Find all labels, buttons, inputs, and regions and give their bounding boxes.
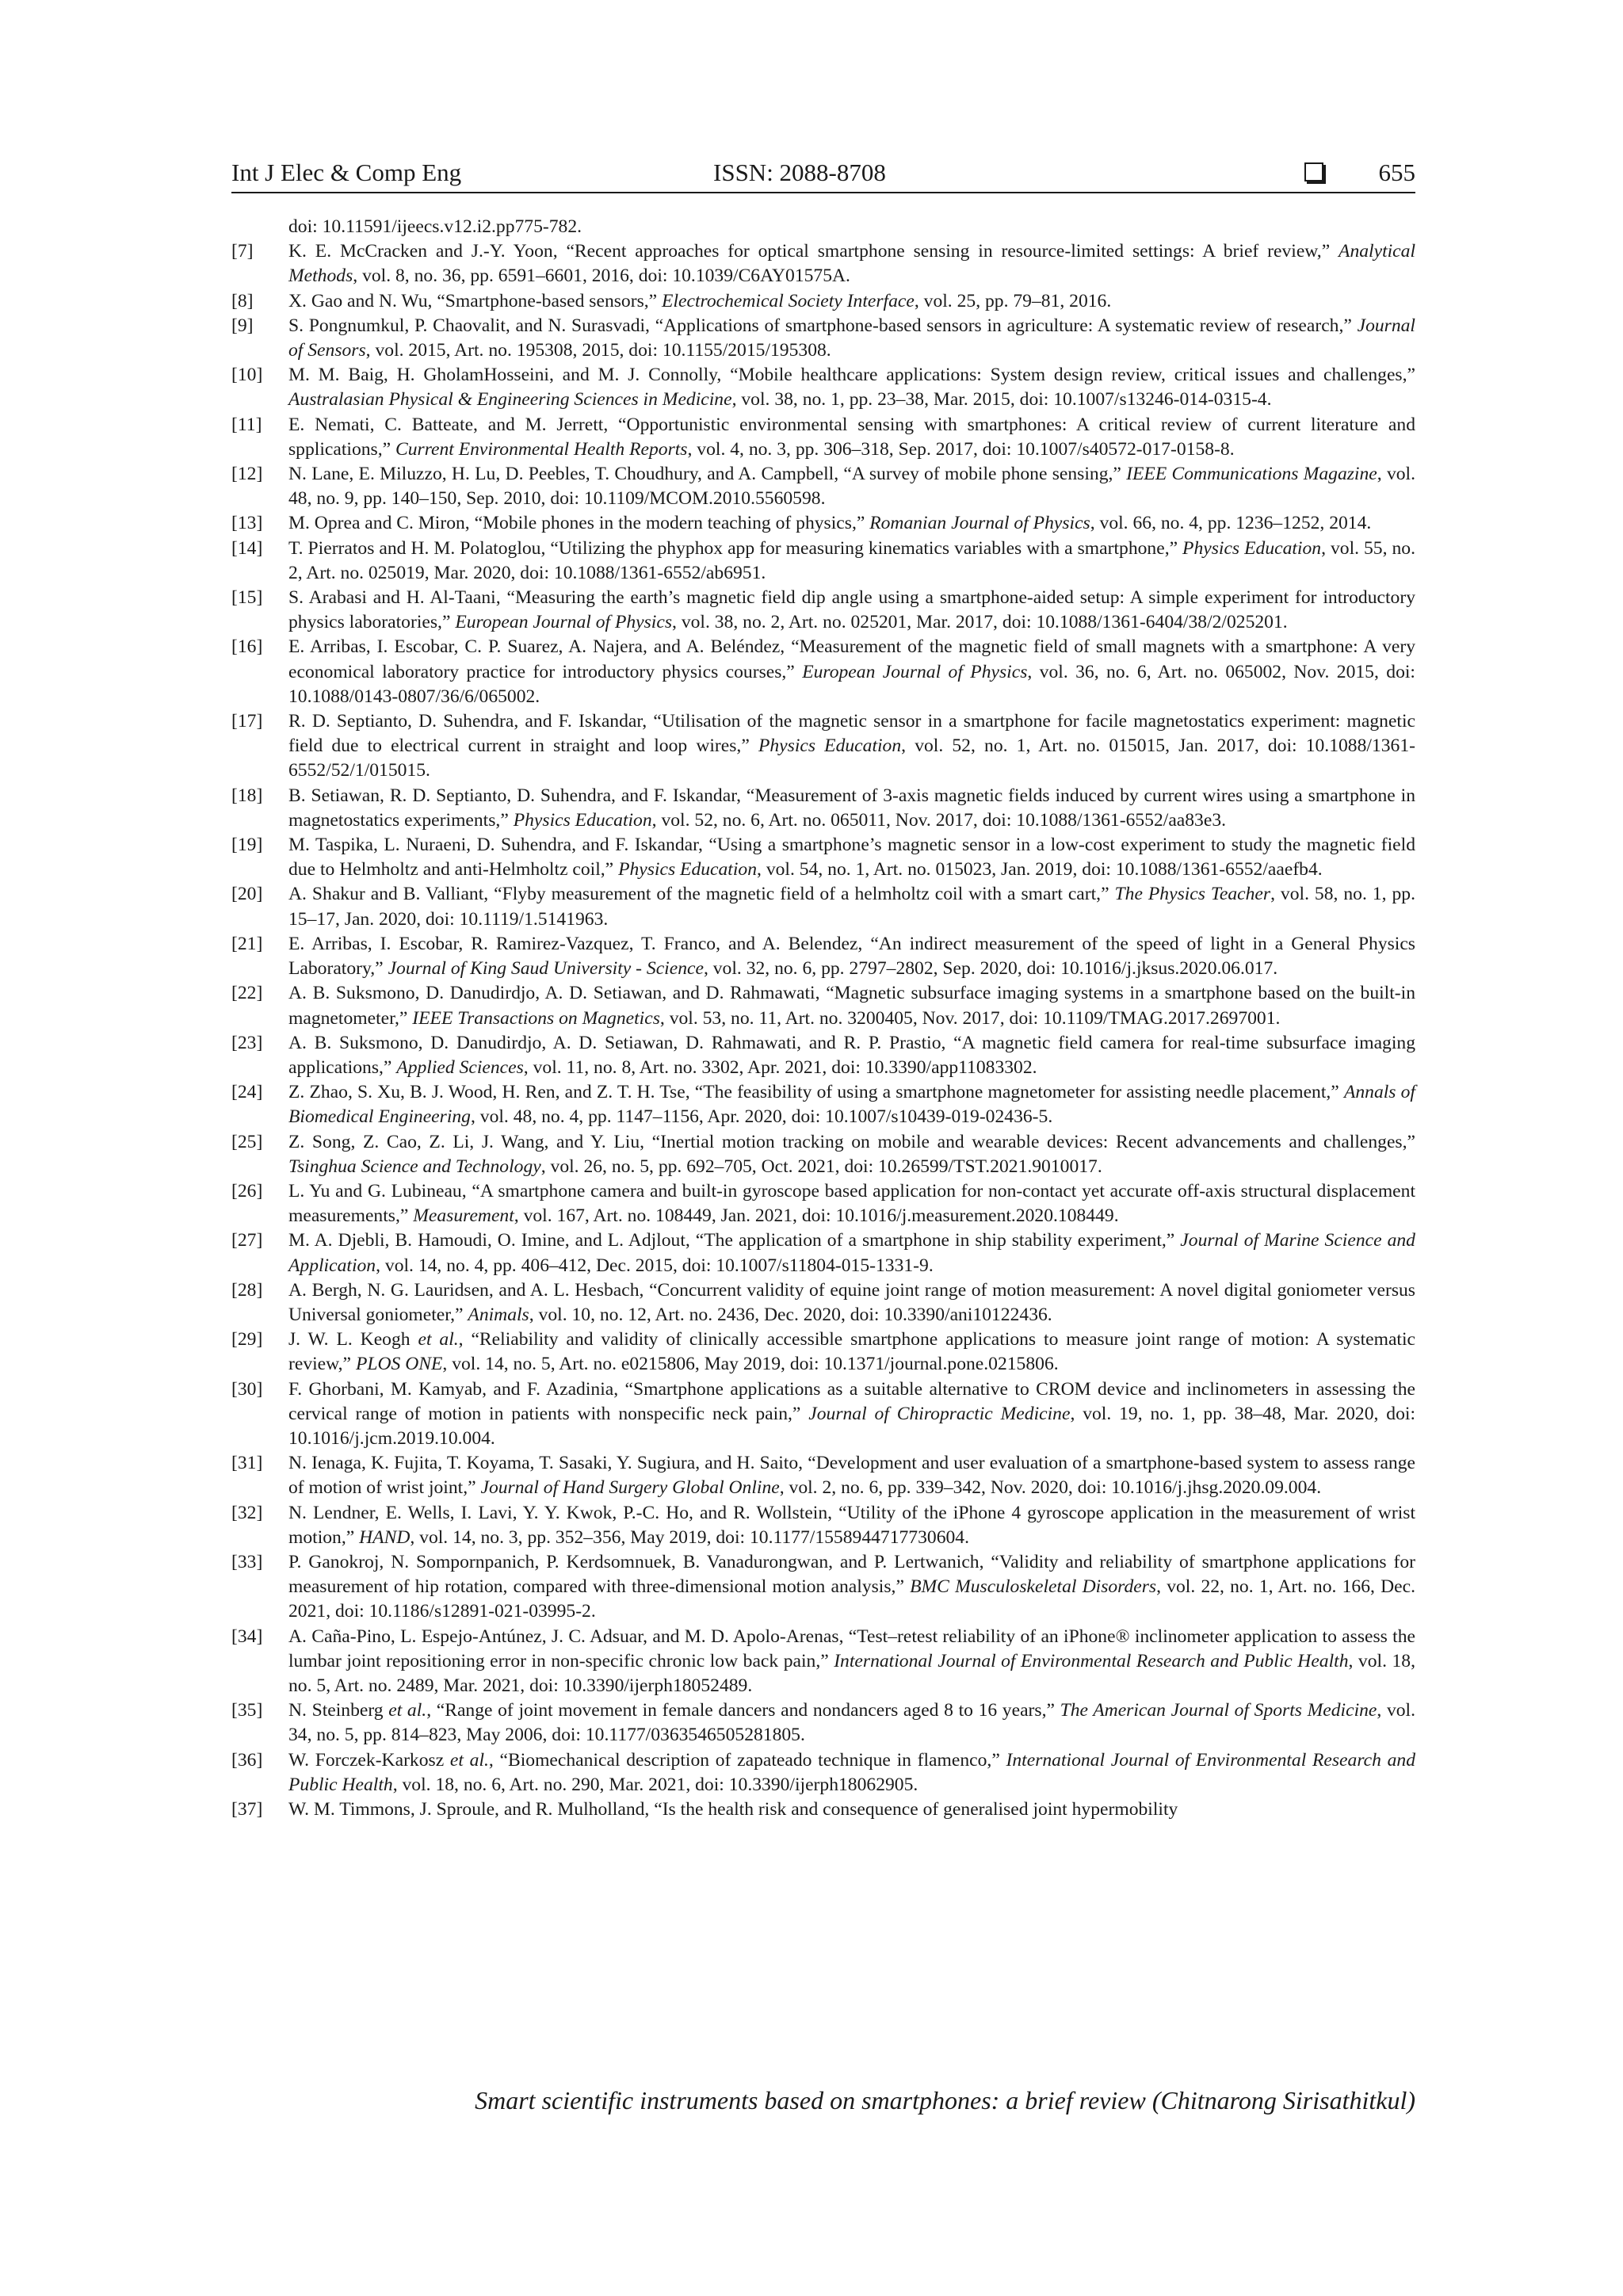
- reference-details: , vol. 14, no. 4, pp. 406–412, Dec. 2015, doi: 10.1007/s11804-015-1331-9.: [376, 1255, 934, 1276]
- reference-text: [288, 635, 1415, 709]
- reference-text: [288, 1748, 1415, 1797]
- reference-number: [31]: [231, 1453, 263, 1474]
- reference-et-al: et al.: [449, 1749, 489, 1771]
- reference-number: [33]: [231, 1551, 263, 1572]
- reference-text: [288, 1080, 1415, 1129]
- reference-venue: Animals: [468, 1304, 529, 1325]
- reference-item: [231, 1278, 1415, 1328]
- reference-item: [231, 1550, 1415, 1625]
- reference-number: [35]: [231, 1700, 263, 1721]
- reference-text: [288, 882, 1415, 931]
- reference-text: [288, 413, 1415, 462]
- reference-number: [10]: [231, 365, 263, 386]
- reference-authors-title: A. B. Suksmono, D. Danudirdjo, A. D. Setiawan, and D. Rahmawati, “Magnetic subsurface imaging systems in a smartphone based on the built-in magnetometer,”: [288, 983, 1415, 1029]
- reference-venue: IEEE Communications Magazine: [1126, 464, 1377, 485]
- reference-text: [288, 363, 1415, 412]
- reference-venue: BMC Musculoskeletal Disorders: [910, 1576, 1157, 1598]
- reference-venue: HAND: [359, 1526, 411, 1548]
- reference-item: [231, 635, 1415, 709]
- reference-venue: Current Environmental Health Reports: [395, 438, 688, 460]
- reference-item: [231, 1698, 1415, 1748]
- reference-number: [37]: [231, 1799, 263, 1820]
- reference-authors-title: E. Arribas, I. Escobar, R. Ramirez-Vazquez, T. Franco, and A. Belendez, “An indirect measurement of the speed of light in a General Physics Laboratory,”: [288, 933, 1415, 980]
- reference-venue: Annals of Biomedical Engineering: [288, 1082, 1415, 1128]
- reference-details: , vol. 32, no. 6, pp. 2797–2802, Sep. 2020, doi: 10.1016/j.jksus.2020.06.017.: [703, 958, 1278, 980]
- journal-name: Int J Elec & Comp Eng: [231, 159, 462, 186]
- reference-number: [16]: [231, 636, 263, 658]
- reference-item: [231, 462, 1415, 511]
- reference-venue: IEEE Transactions on Magnetics: [412, 1007, 660, 1029]
- reference-details: , vol. 18, no. 6, Art. no. 290, Mar. 2021, doi: 10.3390/ijerph18062905.: [392, 1774, 918, 1795]
- reference-details: , vol. 26, no. 5, pp. 692–705, Oct. 2021, doi: 10.26599/TST.2021.9010017.: [540, 1156, 1102, 1177]
- reference-item: [231, 586, 1415, 635]
- reference-number: [18]: [231, 785, 263, 806]
- reference-item: [231, 709, 1415, 784]
- reference-text: [288, 1550, 1415, 1625]
- reference-text: [288, 239, 1415, 288]
- page-header: [231, 154, 1415, 193]
- reference-item: [231, 1797, 1415, 1822]
- reference-item: [231, 981, 1415, 1030]
- reference-details: , vol. 38, no. 2, Art. no. 025201, Mar. 2017, doi: 10.1088/1361-6404/38/2/025201.: [672, 612, 1288, 633]
- reference-item: [231, 1748, 1415, 1797]
- reference-venue: International Journal of Environmental Research and Public Health: [288, 1749, 1416, 1795]
- reference-authors-title: X. Gao and N. Wu, “Smartphone-based sensors,”: [288, 290, 663, 311]
- reference-text: [288, 1501, 1415, 1550]
- reference-text: [288, 586, 1415, 635]
- reference-venue: The American Journal of Sports Medicine: [1060, 1700, 1377, 1721]
- reference-et-al: et al.: [418, 1329, 459, 1350]
- reference-details: , vol. 22, no. 1, Art. no. 166, Dec. 2021, doi: 10.1186/s12891-021-03995-2.: [288, 1576, 1415, 1622]
- reference-number: [20]: [231, 884, 263, 905]
- reference-title: , “Reliability and validity of clinically accessible smartphone applications to measure joint range of motion: A systematic review,”: [288, 1329, 1415, 1375]
- reference-authors-title: M. Taspika, L. Nuraeni, D. Suhendra, and F. Iskandar, “Using a smartphone’s magnetic sensor in a low-cost experiment to study the magnetic field due to Helmholtz and anti-Helmholtz coil,”: [288, 835, 1415, 881]
- reference-text: [288, 537, 1415, 586]
- reference-venue: Physics Education: [618, 859, 758, 881]
- reference-venue: Journal of Marine Science and Application: [288, 1230, 1415, 1276]
- reference-item: [231, 1377, 1415, 1452]
- reference-number: [14]: [231, 537, 263, 559]
- reference-details: , vol. 54, no. 1, Art. no. 015023, Jan. 2019, doi: 10.1088/1361-6552/aaefb4.: [757, 859, 1323, 881]
- reference-venue: Physics Education: [758, 735, 902, 757]
- reference-number: [28]: [231, 1279, 263, 1301]
- reference-details: , vol. 2015, Art. no. 195308, 2015, doi: 10.1155/2015/195308.: [365, 340, 831, 361]
- reference-venue: Applied Sciences: [396, 1056, 524, 1078]
- reference-number: [25]: [231, 1131, 263, 1152]
- reference-text: [288, 289, 1415, 314]
- reference-venue: Tsinghua Science and Technology: [288, 1156, 541, 1177]
- reference-authors-title: S. Arabasi and H. Al-Taani, “Measuring the earth’s magnetic field dip angle using a smartphone-aided setup: A simple experiment for introductory physics laboratories,”: [288, 587, 1415, 633]
- reference-text: [288, 932, 1415, 981]
- reference-venue: Romanian Journal of Physics: [869, 513, 1090, 534]
- reference-authors-title: M. A. Djebli, B. Hamoudi, O. Imine, and L. Adjlout, “The application of a smartphone in ship stability experiment,”: [288, 1230, 1181, 1251]
- reference-item: [231, 289, 1415, 314]
- reference-venue: Journal of Sensors: [288, 315, 1415, 361]
- reference-number: [7]: [231, 241, 254, 262]
- reference-item: [231, 784, 1415, 833]
- reference-number: [24]: [231, 1082, 263, 1103]
- reference-authors-title: A. Bergh, N. G. Lauridsen, and A. L. Hesbach, “Concurrent validity of equine joint range of motion measurement: A novel digital goniometer versus Universal goniometer,”: [288, 1279, 1415, 1325]
- reference-text: [288, 981, 1415, 1030]
- reference-text: [288, 709, 1415, 784]
- page-footer: Smart scientific instruments based on smartphones: a brief review (Chitnarong Sirisathitkul): [475, 2086, 1415, 2115]
- reference-item: [231, 511, 1415, 536]
- reference-venue: European Journal of Physics: [455, 612, 673, 633]
- page-number: 655: [1378, 159, 1415, 186]
- reference-authors-title: M. M. Baig, H. GholamHosseini, and M. J. Connolly, “Mobile healthcare applications: System design review, critical issues and challenges,”: [288, 365, 1415, 386]
- reference-number: [12]: [231, 464, 263, 485]
- reference-text: [288, 833, 1415, 882]
- reference-details: , vol. 58, no. 1, pp. 15–17, Jan. 2020, doi: 10.1119/1.5141963.: [288, 884, 1415, 930]
- reference-item: [231, 1130, 1415, 1179]
- reference-venue: Physics Education: [513, 809, 652, 831]
- reference-authors-title: W. Forczek-Karkosz: [288, 1749, 450, 1771]
- reference-details: , vol. 8, no. 36, pp. 6591–6601, 2016, doi: 10.1039/C6AY01575A.: [353, 266, 850, 287]
- reference-venue: Measurement: [413, 1205, 514, 1227]
- reference-authors-title: L. Yu and G. Lubineau, “A smartphone camera and built-in gyroscope based application for non-contact yet accurate off-axis structural displacement measurements,”: [288, 1180, 1415, 1227]
- reference-venue: Journal of Hand Surgery Global Online: [480, 1477, 780, 1499]
- reference-list: [231, 215, 1415, 1822]
- reference-authors-title: A. B. Suksmono, D. Danudirdjo, A. D. Setiawan, D. Rahmawati, and R. P. Prastio, “A magnetic field camera for real-time subsurface imaging applications,”: [288, 1032, 1415, 1078]
- reference-authors-title: F. Ghorbani, M. Kamyab, and F. Azadinia, “Smartphone applications as a suitable alternative to CROM device and inclinometers in assessing the cervical range of motion in patients with nonspecific neck pain,”: [288, 1378, 1415, 1424]
- reference-venue: Electrochemical Society Interface: [662, 290, 915, 311]
- reference-number: [13]: [231, 513, 263, 534]
- reference-item: [231, 882, 1415, 931]
- reference-authors-title: N. Steinberg: [288, 1700, 389, 1721]
- reference-item: [231, 1328, 1415, 1377]
- reference-authors-title: A. Caña-Pino, L. Espejo-Antúnez, J. C. Adsuar, and M. D. Apolo-Arenas, “Test–retest reliability of an iPhone® inclinometer application to assess the lumbar joint repositioning error in non-specific chronic low back pain,”: [288, 1626, 1415, 1671]
- reference-item: [231, 1179, 1415, 1228]
- reference-item: [231, 314, 1415, 363]
- reference-authors-title: P. Ganokroj, N. Sompornpanich, P. Kerdsomnuek, B. Vanadurongwan, and P. Lertwanich, “Validity and reliability of smartphone applications for measurement of hip rotation, compared with three-dimensional motion analysis,”: [288, 1551, 1415, 1598]
- reference-text: [288, 1625, 1415, 1699]
- reference-number: [26]: [231, 1180, 263, 1201]
- reference-number: [15]: [231, 587, 263, 609]
- reference-venue: Journal of King Saud University - Science: [388, 958, 704, 980]
- reference-item: [231, 1080, 1415, 1129]
- reference-item: [231, 1451, 1415, 1500]
- reference-venue: European Journal of Physics: [802, 661, 1028, 682]
- reference-authors-title: M. Oprea and C. Miron, “Mobile phones in the modern teaching of physics,”: [288, 513, 870, 534]
- reference-details: , vol. 4, no. 3, pp. 306–318, Sep. 2017, doi: 10.1007/s40572-017-0158-8.: [687, 438, 1235, 460]
- reference-authors-title: J. W. L. Keogh: [288, 1329, 418, 1350]
- reference-text: [288, 1451, 1415, 1500]
- reference-details: , vol. 36, no. 6, Art. no. 065002, Nov. 2015, doi: 10.1088/0143-0807/36/6/065002.: [288, 661, 1415, 707]
- reference-item: [231, 833, 1415, 882]
- reference-venue: The Physics Teacher: [1114, 884, 1271, 905]
- reference-item: [231, 1625, 1415, 1699]
- reference-details: , vol. 18, no. 5, Art. no. 2489, Mar. 2021, doi: 10.3390/ijerph18052489.: [288, 1650, 1415, 1696]
- reference-details: , vol. 25, pp. 79–81, 2016.: [914, 290, 1112, 311]
- reference-title: , “Range of joint movement in female dancers and nondancers aged 8 to 16 years,”: [426, 1700, 1060, 1721]
- reference-item: [231, 1501, 1415, 1550]
- reference-item: [231, 932, 1415, 981]
- reference-authors-title: T. Pierratos and H. M. Polatoglou, “Utilizing the phyphox app for measuring kinematics variables with a smartphone,”: [288, 537, 1183, 559]
- reference-item: [231, 363, 1415, 412]
- reference-number: [36]: [231, 1749, 263, 1771]
- reference-details: , vol. 52, no. 1, Art. no. 015015, Jan. 2017, doi: 10.1088/1361-6552/52/1/015015.: [288, 735, 1415, 781]
- reference-authors-title: K. E. McCracken and J.-Y. Yoon, “Recent approaches for optical smartphone sensing in resource-limited settings: A brief review,”: [288, 241, 1339, 262]
- reference-authors-title: W. M. Timmons, J. Sproule, and R. Mulholland, “Is the health risk and consequence of generalised joint hypermobility: [288, 1799, 1178, 1820]
- reference-details: , vol. 10, no. 12, Art. no. 2436, Dec. 2020, doi: 10.3390/ani10122436.: [529, 1304, 1052, 1325]
- reference-text: [288, 1179, 1415, 1228]
- reference-authors-title: B. Setiawan, R. D. Septianto, D. Suhendra, and F. Iskandar, “Measurement of 3-axis magnetic fields induced by current wires using a smartphone in magnetostatics experiments,”: [288, 785, 1415, 831]
- reference-details: , vol. 48, no. 9, pp. 140–150, Sep. 2010, doi: 10.1109/MCOM.2010.5560598.: [288, 464, 1415, 510]
- reference-text: [288, 1130, 1415, 1179]
- reference-details: , vol. 2, no. 6, pp. 339–342, Nov. 2020, doi: 10.1016/j.jhsg.2020.09.004.: [779, 1477, 1322, 1499]
- reference-authors-title: E. Nemati, C. Batteate, and M. Jerrett, “Opportunistic environmental sensing with smartphones: A critical review of current literature and spplications,”: [288, 414, 1415, 460]
- reference-details: , vol. 14, no. 3, pp. 352–356, May 2019, doi: 10.1177/1558944717730604.: [410, 1526, 969, 1548]
- reference-details: , vol. 14, no. 5, Art. no. e0215806, May 2019, doi: 10.1371/journal.pone.0215806.: [442, 1354, 1059, 1375]
- reference-authors-title: N. Ienaga, K. Fujita, T. Koyama, T. Sasaki, Y. Sugiura, and H. Saito, “Development and user evaluation of a smartphone-based system to assess range of motion of wrist joint,”: [288, 1453, 1415, 1499]
- reference-number: [11]: [231, 414, 262, 435]
- reference-details: , vol. 19, no. 1, pp. 38–48, Mar. 2020, doi: 10.1016/j.jcm.2019.10.004.: [288, 1403, 1415, 1449]
- reference-number: [23]: [231, 1032, 263, 1053]
- reference-text: [288, 1797, 1415, 1822]
- reference-text: [288, 1377, 1415, 1452]
- checkbox-glyph-icon: [1304, 162, 1323, 181]
- reference-item: [231, 413, 1415, 462]
- reference-venue: Journal of Chiropractic Medicine: [808, 1403, 1071, 1424]
- reference-number: [19]: [231, 835, 263, 856]
- reference-number: [17]: [231, 711, 263, 732]
- reference-venue: Analytical Methods: [288, 241, 1415, 287]
- reference-number: [8]: [231, 290, 254, 311]
- reference-text: [288, 511, 1415, 536]
- reference-authors-title: Z. Song, Z. Cao, Z. Li, J. Wang, and Y. Liu, “Inertial motion tracking on mobile and wearable devices: Recent advancements and challenges,”: [288, 1131, 1415, 1152]
- reference-item: [231, 1031, 1415, 1080]
- reference-text: [288, 1698, 1415, 1748]
- reference-et-al: et al.: [388, 1700, 427, 1721]
- reference-authors-title: E. Arribas, I. Escobar, C. P. Suarez, A. Najera, and A. Beléndez, “Measurement of the magnetic field of small magnets with a smartphone: A very economical laboratory practice for introductory physics courses,”: [288, 636, 1415, 682]
- reference-number: [34]: [231, 1626, 263, 1647]
- reference-item: [231, 1228, 1415, 1278]
- reference-authors-title: S. Pongnumkul, P. Chaovalit, and N. Surasvadi, “Applications of smartphone-based sensors in agriculture: A systematic review of research,”: [288, 315, 1358, 336]
- reference-details: , vol. 38, no. 1, pp. 23–38, Mar. 2015, doi: 10.1007/s13246-014-0315-4.: [731, 389, 1272, 411]
- reference-authors-title: N. Lane, E. Miluzzo, H. Lu, D. Peebles, T. Choudhury, and A. Campbell, “A survey of mobile phone sensing,”: [288, 464, 1127, 485]
- reference-number: [32]: [231, 1502, 263, 1523]
- reference-text: [288, 1278, 1415, 1328]
- reference-text: [288, 314, 1415, 363]
- reference-venue: PLOS ONE: [355, 1354, 443, 1375]
- reference-title: , “Biomechanical description of zapateado technique in flamenco,”: [488, 1749, 1006, 1771]
- issn: ISSN: 2088-8708: [713, 159, 886, 186]
- reference-text: [288, 1228, 1415, 1278]
- reference-details: , vol. 167, Art. no. 108449, Jan. 2021, doi: 10.1016/j.measurement.2020.108449.: [514, 1205, 1119, 1227]
- reference-number: [30]: [231, 1378, 263, 1400]
- reference-details: , vol. 48, no. 4, pp. 1147–1156, Apr. 2020, doi: 10.1007/s10439-019-02436-5.: [470, 1106, 1053, 1128]
- reference-continuation: doi: 10.11591/ijeecs.v12.i2.pp775-782.: [288, 216, 582, 237]
- reference-item: [231, 239, 1415, 288]
- reference-text: [288, 1031, 1415, 1080]
- reference-venue: Australasian Physical & Engineering Sciences in Medicine: [288, 389, 732, 411]
- reference-number: [29]: [231, 1329, 263, 1350]
- reference-details: , vol. 11, no. 8, Art. no. 3302, Apr. 2021, doi: 10.3390/app11083302.: [523, 1056, 1037, 1078]
- reference-number: [22]: [231, 983, 263, 1004]
- reference-details: , vol. 53, no. 11, Art. no. 3200405, Nov. 2017, doi: 10.1109/TMAG.2017.2697001.: [659, 1007, 1281, 1029]
- reference-authors-title: Z. Zhao, S. Xu, B. J. Wood, H. Ren, and Z. T. H. Tse, “The feasibility of using a smartphone magnetometer for assisting needle placement,”: [288, 1082, 1344, 1103]
- reference-venue: International Journal of Environmental Research and Public Health: [834, 1650, 1349, 1671]
- reference-number: [9]: [231, 315, 254, 336]
- reference-authors-title: A. Shakur and B. Valliant, “Flyby measurement of the magnetic field of a helmholtz coil with a smart cart,”: [288, 884, 1115, 905]
- reference-text: [288, 1328, 1415, 1377]
- reference-details: , vol. 55, no. 2, Art. no. 025019, Mar. 2020, doi: 10.1088/1361-6552/ab6951.: [288, 537, 1415, 583]
- reference-number: [27]: [231, 1230, 263, 1251]
- reference-text: [288, 462, 1415, 511]
- reference-details: , vol. 52, no. 6, Art. no. 065011, Nov. 2017, doi: 10.1088/1361-6552/aa83e3.: [651, 809, 1227, 831]
- reference-authors-title: N. Lendner, E. Wells, I. Lavi, Y. Y. Kwok, P.-C. Ho, and R. Wollstein, “Utility of the iPhone 4 gyroscope application in the measurement of wrist motion,”: [288, 1502, 1415, 1548]
- reference-text: [288, 784, 1415, 833]
- reference-number: [21]: [231, 933, 263, 954]
- reference-items: [231, 239, 1415, 1822]
- reference-item: [231, 537, 1415, 586]
- reference-details: , vol. 66, no. 4, pp. 1236–1252, 2014.: [1090, 513, 1372, 534]
- reference-authors-title: R. D. Septianto, D. Suhendra, and F. Iskandar, “Utilisation of the magnetic sensor in a smartphone for facile magnetostatics experiment: magnetic field due to electrical current in straight and loop wires,”: [288, 711, 1415, 757]
- reference-venue: Physics Education: [1182, 537, 1322, 559]
- reference-details: , vol. 34, no. 5, pp. 814–823, May 2006, doi: 10.1177/0363546505281805.: [288, 1700, 1416, 1746]
